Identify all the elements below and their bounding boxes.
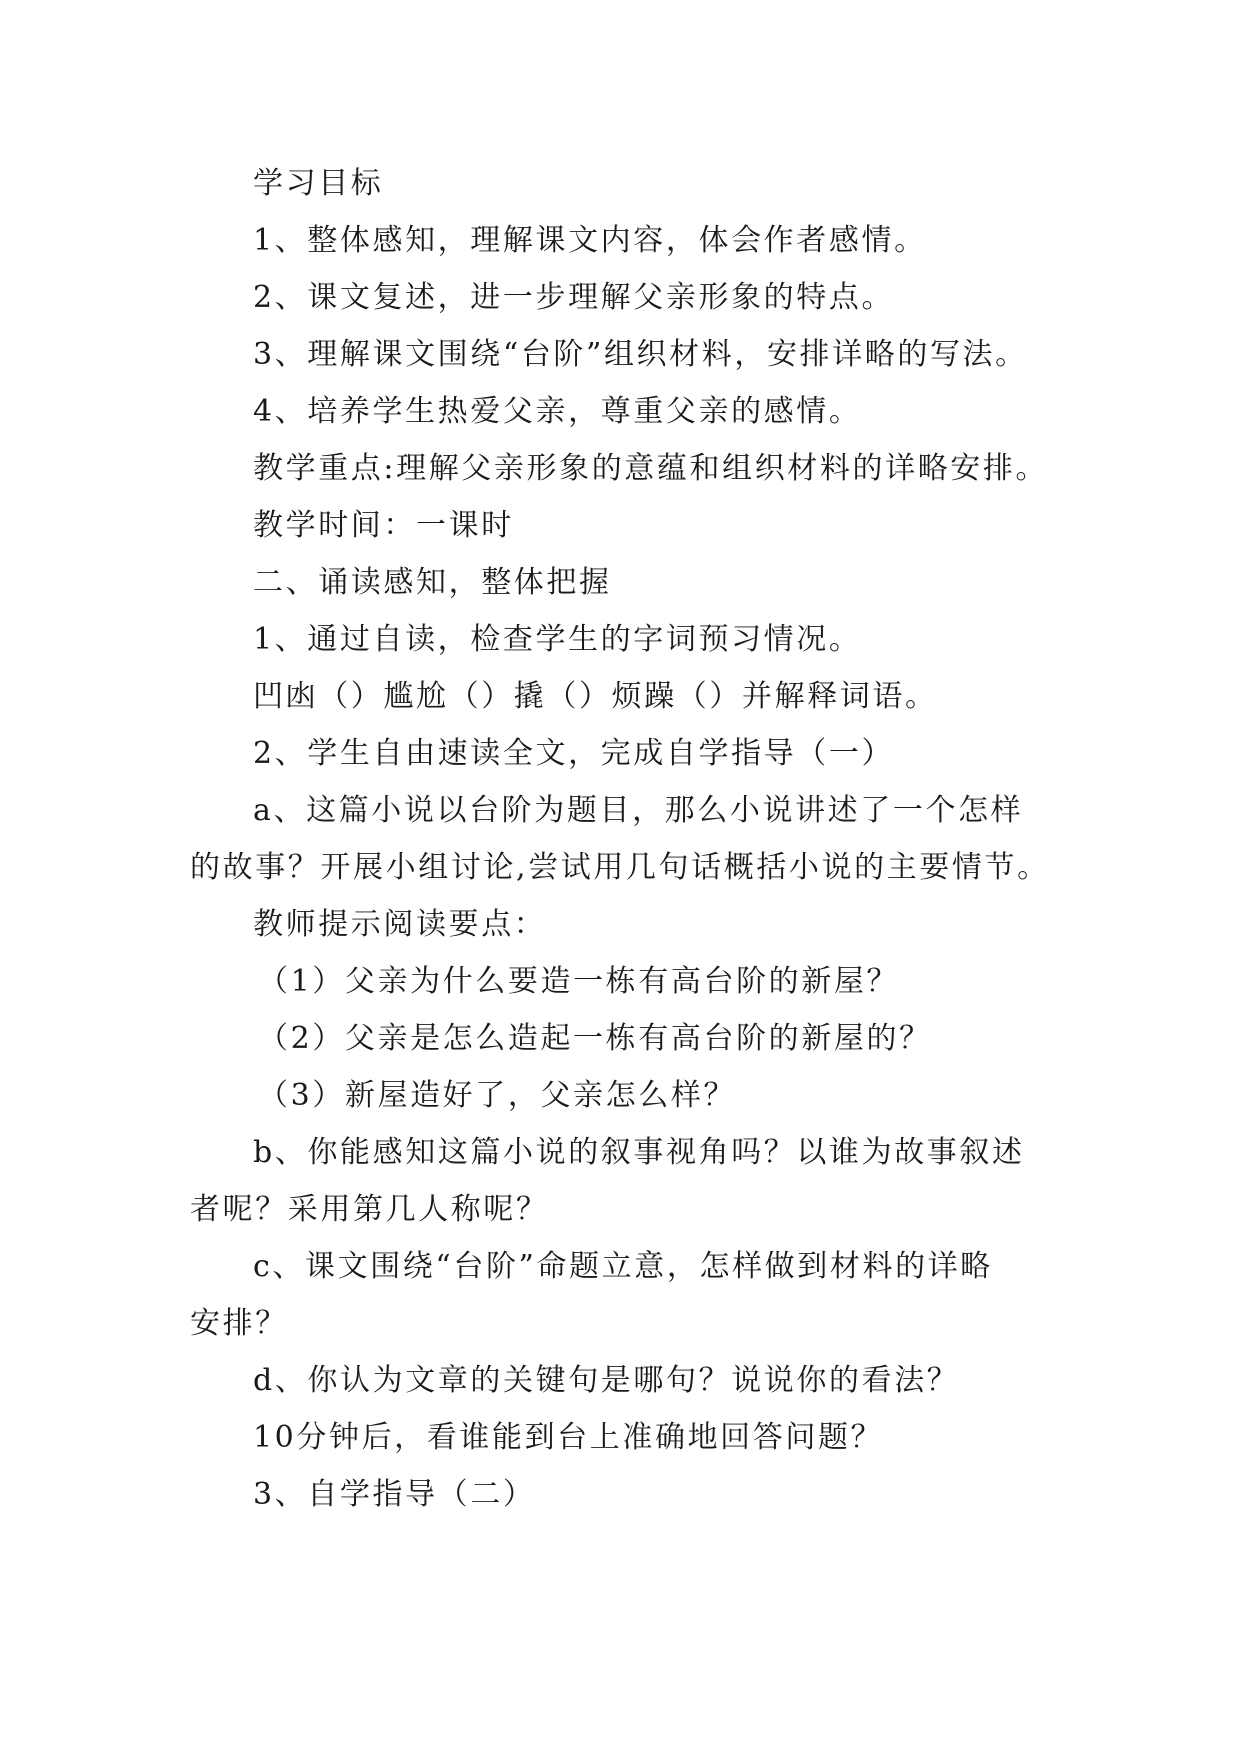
reading-tip-1: （1）父亲为什么要造一栋有高台阶的新屋？ <box>258 964 900 999</box>
question-c-line-2: 安排？ <box>190 1306 288 1341</box>
step-3: 3、自学指导（二） <box>253 1477 536 1512</box>
step-2: 2、学生自由速读全文，完成自学指导（一） <box>253 736 895 771</box>
question-a-line-1: a、这篇小说以台阶为题目，那么小说讲述了一个怎样 <box>253 793 1024 828</box>
goal-item-3: 3、理解课文围绕“台阶”组织材料，安排详略的写法。 <box>253 337 1028 372</box>
teaching-time: 教学时间：一课时 <box>253 508 514 543</box>
question-b-line-1: b、你能感知这篇小说的叙事视角吗？以谁为故事叙述 <box>253 1135 1025 1170</box>
heading-learning-goals: 学习目标 <box>253 166 384 201</box>
timed-task: 10分钟后，看谁能到台上准确地回答问题？ <box>253 1420 884 1455</box>
reading-tip-2: （2）父亲是怎么造起一栋有高台阶的新屋的？ <box>258 1021 932 1056</box>
step-1: 1、通过自读，检查学生的字词预习情况。 <box>253 622 862 657</box>
question-c-line-1: c、课文围绕“台阶”命题立意，怎样做到材料的详略 <box>253 1249 993 1284</box>
goal-item-1: 1、整体感知，理解课文内容，体会作者感情。 <box>253 223 927 258</box>
section-heading-2: 二、诵读感知，整体把握 <box>253 565 612 600</box>
teaching-focus: 教学重点:理解父亲形象的意蕴和组织材料的详略安排。 <box>253 451 1049 486</box>
reading-tips-heading: 教师提示阅读要点： <box>253 907 547 942</box>
question-b-line-2: 者呢？采用第几人称呢？ <box>190 1192 549 1227</box>
reading-tip-3: （3）新屋造好了，父亲怎么样？ <box>258 1078 737 1113</box>
question-a-line-2: 的故事？开展小组讨论,尝试用几句话概括小说的主要情节。 <box>190 850 1050 885</box>
goal-item-2: 2、课文复述，进一步理解父亲形象的特点。 <box>253 280 895 315</box>
question-d: d、你认为文章的关键句是哪句？说说你的看法？ <box>253 1363 960 1398</box>
vocabulary-line: 凹凼（）尴尬（）撬（）烦躁（）并解释词语。 <box>253 679 938 714</box>
goal-item-4: 4、培养学生热爱父亲，尊重父亲的感情。 <box>253 394 862 429</box>
